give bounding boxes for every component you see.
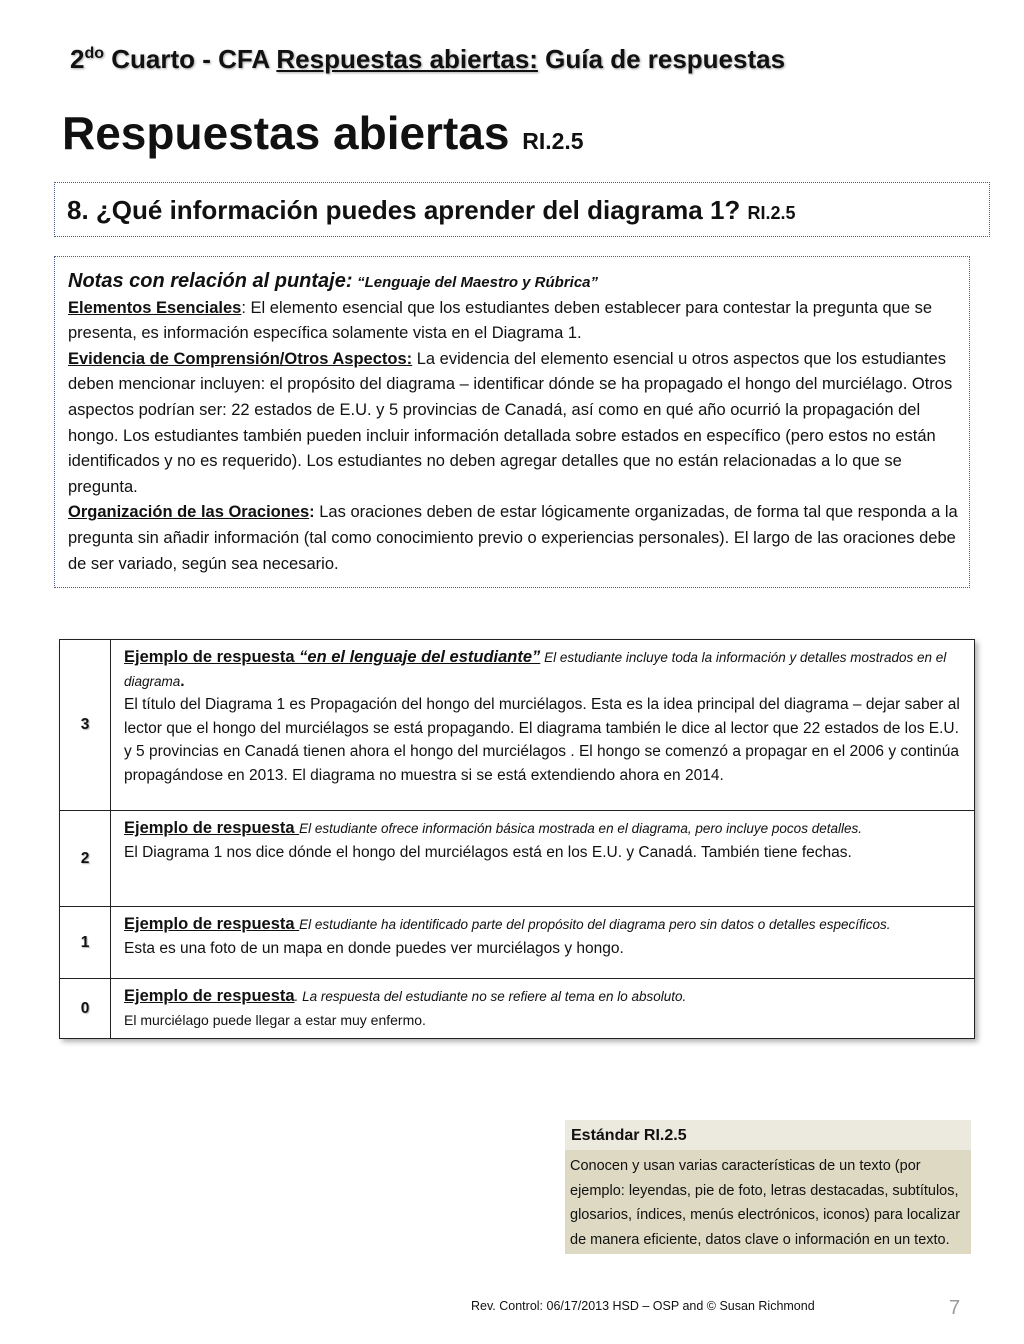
- example-note: El estudiante ofrece información básica mostrada en el diagrama, pero incluye pocos detalles.: [299, 821, 862, 836]
- score-cell: 2: [60, 811, 111, 907]
- example-label-italic: “en el lenguaje del estudiante”: [299, 648, 541, 666]
- example-response-text: El título del Diagrama 1 es Propagación del hongo del murciélagos. Esta es la idea principal del diagrama – dejar saber al lector que el hongo del murciélagos se está propagando. El diagrama también le dice al lector que 22 estados de los E.U. y 5 provincias en Canadá tienen ahora el hongo del murciélagos . El hongo se comenzó a propagar en el 2006 y continúa propagándose en 2013. El diagrama no muestra si se está extendiendo ahora en 2014.: [124, 696, 960, 784]
- example-note: El estudiante ha identificado parte del propósito del diagrama pero sin datos o detalles específicos.: [299, 917, 891, 932]
- example-label: Ejemplo de respuesta: [124, 987, 295, 1005]
- response-cell: [111, 907, 975, 979]
- example-note: . La respuesta del estudiante no se refiere al tema en lo absoluto.: [294, 989, 687, 1004]
- title-standard: RI.2.5: [522, 128, 584, 154]
- example-response-text: El Diagrama 1 nos dice dónde el hongo del murciélagos está en los E.U. y Canadá. También tiene fechas.: [124, 843, 852, 861]
- score-cell: 0: [60, 979, 111, 1039]
- footer-revision: Rev. Control: 06/17/2013 HSD – OSP and © Susan Richmond: [471, 1299, 815, 1313]
- example-response-text: Esta es una foto de un mapa en donde puedes ver murciélagos y hongo.: [124, 939, 624, 957]
- organization-colon: :: [309, 503, 315, 522]
- evidence-text: La evidencia del elemento esencial u otros aspectos que los estudiantes deben mencionar incluyen: el propósito del diagrama – identificar dónde se ha propagado el hongo del murciélago. Otros aspectos podrían ser: 22 estados de E.U. y 5 provincias de Canadá, así como en qué año ocurrió la propagación del hongo. Los estudiantes también pueden incluir información detallada sobre estados en específico (pero estos no están identificados y no es requerido). Los estudiantes no deben agregar detalles que no están relacionadas a lo que se pregunta.: [68, 349, 953, 496]
- title-main: Respuestas abiertas: [62, 107, 523, 159]
- response-cell: [111, 979, 975, 1039]
- table-row: [60, 640, 975, 811]
- header-suffix: Guía de respuestas: [537, 44, 786, 74]
- scoring-notes-box: [54, 256, 970, 588]
- question-standard: RI.2.5: [747, 203, 796, 223]
- notes-heading-line: [68, 269, 959, 296]
- page-header: [70, 44, 785, 75]
- organization-label: Organización de las Oraciones: [68, 503, 310, 522]
- response-cell: [111, 811, 975, 907]
- header-grade-superscript: do: [84, 45, 105, 62]
- score-cell: 3: [60, 640, 111, 811]
- standard-heading: Estándar RI.2.5: [565, 1120, 971, 1150]
- example-note: El estudiante incluye toda la información y detalles mostrados en el diagrama: [124, 650, 947, 689]
- table-row: [60, 811, 975, 907]
- rubric-table: [59, 639, 975, 1039]
- example-label: Ejemplo de respuesta: [124, 819, 300, 837]
- example-label: Ejemplo de respuesta: [124, 915, 300, 933]
- notes-organization-paragraph: [68, 500, 959, 577]
- notes-evidence-paragraph: [68, 347, 959, 501]
- organization-text: Las oraciones deben de estar lógicamente organizadas, de forma tal que responda a la pregunta sin añadir información (tal como conocimiento previo o experiencias personales). El largo de las oraciones debe de ser variado, según sea necesario.: [68, 503, 958, 573]
- header-grade-number: 2: [70, 44, 85, 74]
- page-title: [62, 106, 584, 160]
- header-prefix: Cuarto - CFA: [104, 44, 277, 74]
- example-response-text: El murciélago puede llegar a estar muy enfermo.: [124, 1011, 426, 1028]
- notes-subheading: “Lenguaje del Maestro y Rúbrica”: [357, 274, 599, 291]
- question-number: 8.: [67, 195, 89, 225]
- header-underlined: Respuestas abiertas:: [276, 44, 538, 74]
- score-cell: 1: [60, 907, 111, 979]
- notes-heading: Notas con relación al puntaje:: [68, 270, 353, 292]
- example-label: [124, 648, 540, 666]
- notes-essential-paragraph: [68, 296, 959, 347]
- table-row: [60, 907, 975, 979]
- evidence-label: Evidencia de Comprensión/Otros Aspectos:: [68, 349, 413, 368]
- response-cell: [111, 640, 975, 811]
- example-label-text: Ejemplo de respuesta: [124, 648, 300, 666]
- question-text: ¿Qué información puedes aprender del diagrama 1?: [88, 195, 748, 225]
- question-box: [54, 182, 990, 237]
- standard-box: [565, 1120, 971, 1254]
- example-note-end: .: [180, 672, 185, 690]
- table-row: [60, 979, 975, 1039]
- page-number: 7: [949, 1297, 961, 1319]
- standard-body: Conocen y usan varias características de un texto (por ejemplo: leyendas, pie de foto, letras destacadas, subtítulos, glosarios, índices, menús electrónicos, iconos) para localizar de manera eficiente, datos clave o información en un texto.: [565, 1150, 971, 1254]
- essential-text: : El elemento esencial que los estudiantes deben establecer para contestar la pregunta que se presenta, es información específica solamente vista en el Diagrama 1.: [68, 298, 933, 343]
- essential-label: Elementos Esenciales: [68, 298, 242, 317]
